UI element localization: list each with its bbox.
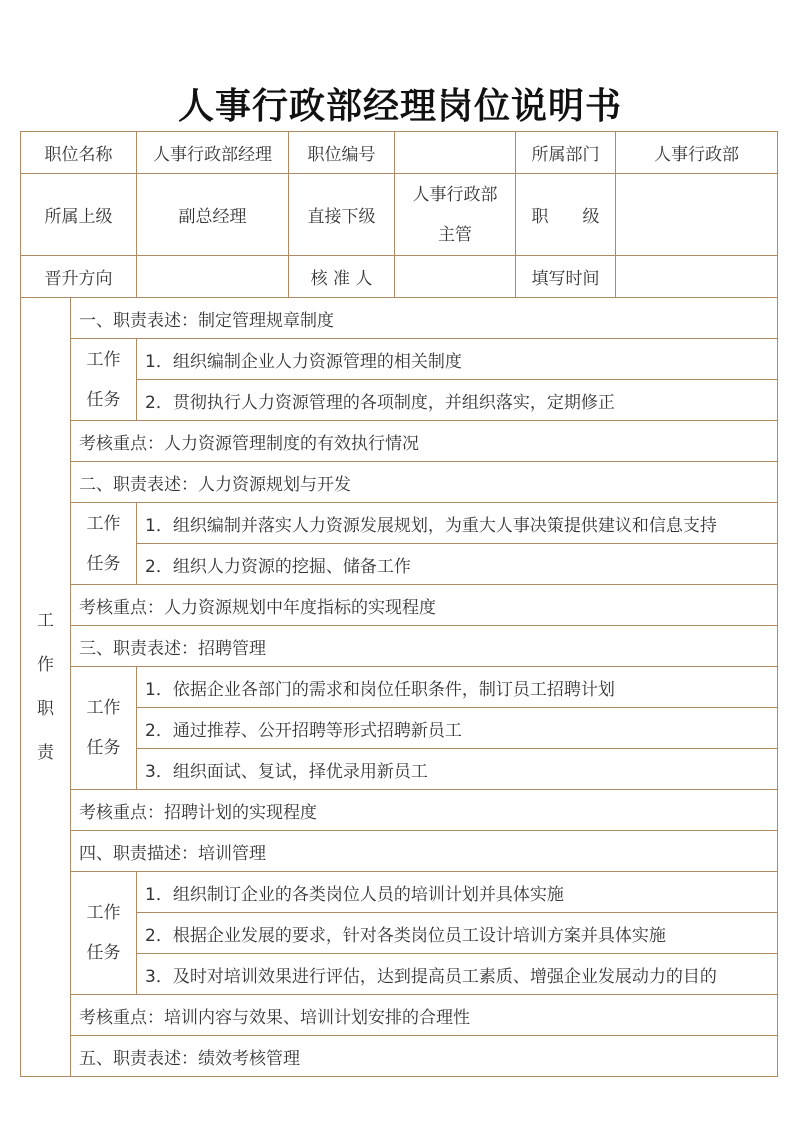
dept-value: 人事行政部 bbox=[616, 132, 778, 174]
info-row-3 bbox=[21, 256, 778, 298]
info-row-2 bbox=[21, 174, 778, 256]
task-item: 1．依据企业各部门的需求和岗位任职条件，制订员工招聘计划 bbox=[137, 667, 778, 708]
grade-label: 职 级 bbox=[516, 174, 616, 256]
section-heading: 四、职责描述：培训管理 bbox=[71, 831, 778, 872]
task-label: 工作 任务 bbox=[71, 503, 137, 585]
section-3-focus-row bbox=[21, 790, 778, 831]
subordinate-value-line-2: 主管 bbox=[438, 224, 472, 245]
focus-item: 考核重点：人力资源规划中年度指标的实现程度 bbox=[71, 585, 778, 626]
task-label: 工作 任务 bbox=[71, 872, 137, 995]
section-4-focus-row bbox=[21, 995, 778, 1036]
section-3-task-row bbox=[21, 667, 778, 708]
fill-time-value bbox=[616, 256, 778, 298]
task-label: 工作 任务 bbox=[71, 339, 137, 421]
section-2-task-row bbox=[21, 503, 778, 544]
section-2-heading-row bbox=[21, 462, 778, 503]
focus-item: 考核重点：招聘计划的实现程度 bbox=[71, 790, 778, 831]
section-1-heading-row bbox=[21, 298, 778, 339]
section-heading: 二、职责表述：人力资源规划与开发 bbox=[71, 462, 778, 503]
grade-value bbox=[616, 174, 778, 256]
section-1-task-row bbox=[21, 339, 778, 380]
job-name-value: 人事行政部经理 bbox=[137, 132, 289, 174]
task-item: 1．组织制订企业的各类岗位人员的培训计划并具体实施 bbox=[137, 872, 778, 913]
section-1-focus-row bbox=[21, 421, 778, 462]
section-4-task-row bbox=[21, 872, 778, 913]
section-heading: 五、职责表述：绩效考核管理 bbox=[71, 1036, 778, 1077]
page-title: 人事行政部经理岗位说明书 bbox=[177, 86, 622, 127]
job-code-value bbox=[395, 132, 516, 174]
superior-label: 所属上级 bbox=[21, 174, 137, 256]
promotion-label: 晋升方向 bbox=[21, 256, 137, 298]
task-item: 2．通过推荐、公开招聘等形式招聘新员工 bbox=[137, 708, 778, 749]
task-item: 1．组织编制企业人力资源管理的相关制度 bbox=[137, 339, 778, 380]
section-3-heading-row bbox=[21, 626, 778, 667]
info-row-1 bbox=[21, 132, 778, 174]
focus-item: 考核重点：培训内容与效果、培训计划安排的合理性 bbox=[71, 995, 778, 1036]
fill-time-label: 填写时间 bbox=[516, 256, 616, 298]
section-2-focus-row bbox=[21, 585, 778, 626]
approver-label: 核 准 人 bbox=[289, 256, 395, 298]
subordinate-value bbox=[395, 174, 516, 256]
section-heading: 三、职责表述：招聘管理 bbox=[71, 626, 778, 667]
subordinate-label: 直接下级 bbox=[289, 174, 395, 256]
task-item: 3．组织面试、复试，择优录用新员工 bbox=[137, 749, 778, 790]
approver-value bbox=[395, 256, 516, 298]
duties-vertical-label: 工 作 职 责 bbox=[21, 298, 71, 1077]
promotion-value bbox=[137, 256, 289, 298]
job-name-label: 职位名称 bbox=[21, 132, 137, 174]
section-5-heading-row bbox=[21, 1036, 778, 1077]
task-item: 2．贯彻执行人力资源管理的各项制度，并组织落实，定期修正 bbox=[137, 380, 778, 421]
task-item: 2．组织人力资源的挖掘、储备工作 bbox=[137, 544, 778, 585]
task-item: 3．及时对培训效果进行评估，达到提高员工素质、增强企业发展动力的目的 bbox=[137, 954, 778, 995]
task-item: 1．组织编制并落实人力资源发展规划，为重大人事决策提供建议和信息支持 bbox=[137, 503, 778, 544]
section-heading: 一、职责表述：制定管理规章制度 bbox=[71, 298, 778, 339]
task-label: 工作 任务 bbox=[71, 667, 137, 790]
focus-item: 考核重点：人力资源管理制度的有效执行情况 bbox=[71, 421, 778, 462]
task-item: 2．根据企业发展的要求，针对各类岗位员工设计培训方案并具体实施 bbox=[137, 913, 778, 954]
section-4-heading-row bbox=[21, 831, 778, 872]
job-description-table bbox=[20, 131, 778, 1077]
dept-label: 所属部门 bbox=[516, 132, 616, 174]
job-code-label: 职位编号 bbox=[289, 132, 395, 174]
subordinate-value-line-1: 人事行政部 bbox=[412, 184, 498, 205]
superior-value: 副总经理 bbox=[137, 174, 289, 256]
